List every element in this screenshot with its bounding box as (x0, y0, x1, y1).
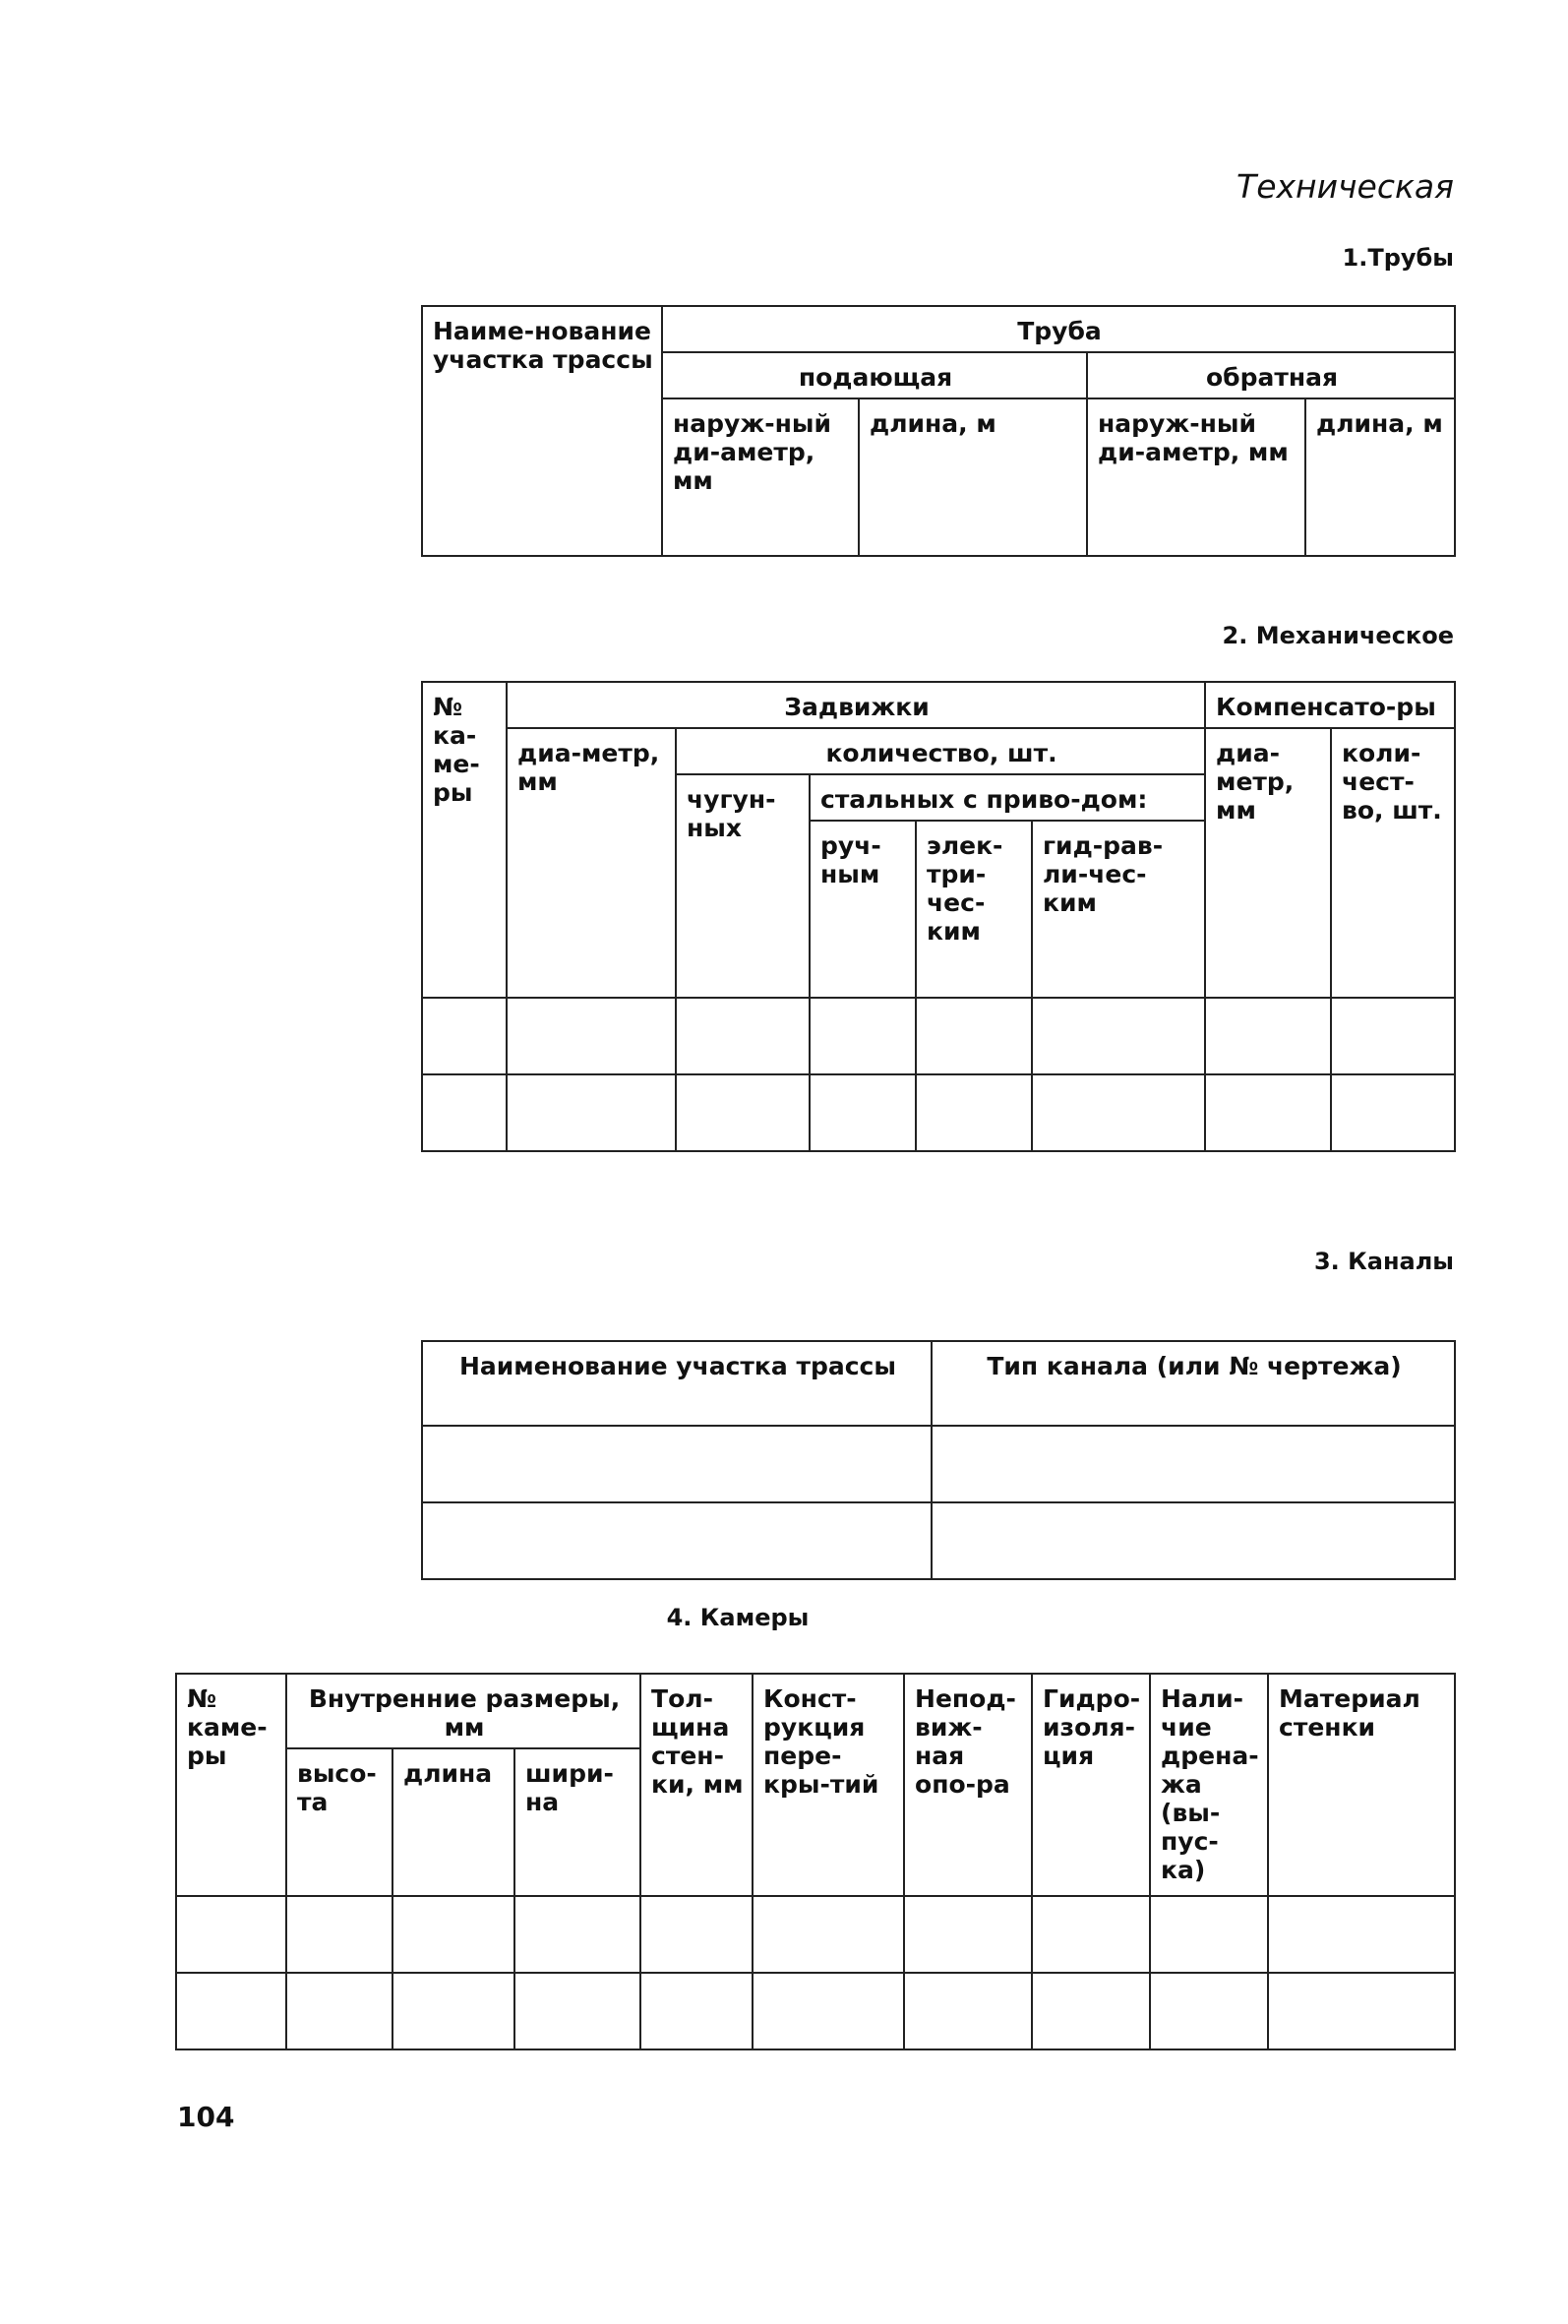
page-number: 104 (177, 2101, 235, 2133)
page-heading: Техническая (1236, 167, 1454, 206)
mech-valve-quantity: количество, шт. (676, 728, 1205, 774)
mech-col-chamber-no: № ка-ме-ры (422, 682, 507, 998)
chambers-col-wall-thickness: Тол-щина стен-ки, мм (640, 1674, 753, 1896)
table-row (422, 1426, 1455, 1502)
chambers-col-fixed-support: Непод-виж-ная опо-ра (904, 1674, 1032, 1896)
section-title-mech: 2. Механическое (1222, 622, 1454, 649)
chambers-dim-length: длина (392, 1748, 514, 1896)
pipes-return-outer-diameter: наруж-ный ди-аметр, мм (1087, 398, 1305, 556)
section-title-pipes: 1.Трубы (1342, 244, 1454, 272)
mech-comp-diameter: диа-метр, мм (1205, 728, 1331, 998)
mech-col-valves: Задвижки (507, 682, 1205, 728)
chambers-table (175, 1673, 1456, 2050)
pipes-col-pipe: Труба (662, 306, 1455, 352)
chambers-dim-width: шири-на (514, 1748, 640, 1896)
table-row (176, 1896, 1455, 1973)
chambers-dim-height: высо-та (286, 1748, 392, 1896)
table-row (422, 998, 1455, 1074)
section-title-chambers: 4. Камеры (666, 1604, 810, 1631)
mech-valve-steel-drive: стальных с приво-дом: (810, 774, 1205, 821)
mech-drive-hydraulic: гид-рав-ли-чес-ким (1032, 821, 1205, 998)
table-row (422, 1074, 1455, 1151)
table-row (422, 1502, 1455, 1579)
channels-table (421, 1340, 1456, 1580)
mech-valve-cast-iron: чугун-ных (676, 774, 810, 998)
chambers-col-slab-design: Конст-рукция пере-кры-тий (753, 1674, 904, 1896)
pipes-col-return: обратная (1087, 352, 1455, 398)
mech-col-compensators: Компенсато-ры (1205, 682, 1455, 728)
pipes-supply-length: длина, м (859, 398, 1087, 556)
mech-drive-electric: элек-три-чес-ким (916, 821, 1032, 998)
mech-table (421, 681, 1456, 1152)
mech-valve-diameter: диа-метр, мм (507, 728, 676, 998)
pipes-col-supply: подающая (662, 352, 1087, 398)
mech-comp-quantity: коли-чест-во, шт. (1331, 728, 1455, 998)
chambers-col-wall-material: Материал стенки (1268, 1674, 1455, 1896)
channels-col-type: Тип канала (или № чертежа) (932, 1341, 1455, 1426)
chambers-col-chamber-no: № каме-ры (176, 1674, 286, 1896)
chambers-col-drainage: Нали-чие дрена-жа (вы-пус-ка) (1150, 1674, 1268, 1896)
section-title-channels: 3. Каналы (1313, 1248, 1454, 1275)
pipes-supply-outer-diameter: наруж-ный ди-аметр, мм (662, 398, 859, 556)
pipes-col-section-name: Наиме-нование участка трассы (422, 306, 662, 556)
pipes-table (421, 305, 1456, 557)
mech-drive-manual: руч-ным (810, 821, 916, 998)
chambers-col-waterproofing: Гидро-изоля-ция (1032, 1674, 1150, 1896)
table-row (176, 1973, 1455, 2049)
pipes-return-length: длина, м (1305, 398, 1455, 556)
chambers-col-inner-dims: Внутренние размеры, мм (286, 1674, 640, 1748)
channels-col-section-name: Наименование участка трассы (422, 1341, 932, 1426)
